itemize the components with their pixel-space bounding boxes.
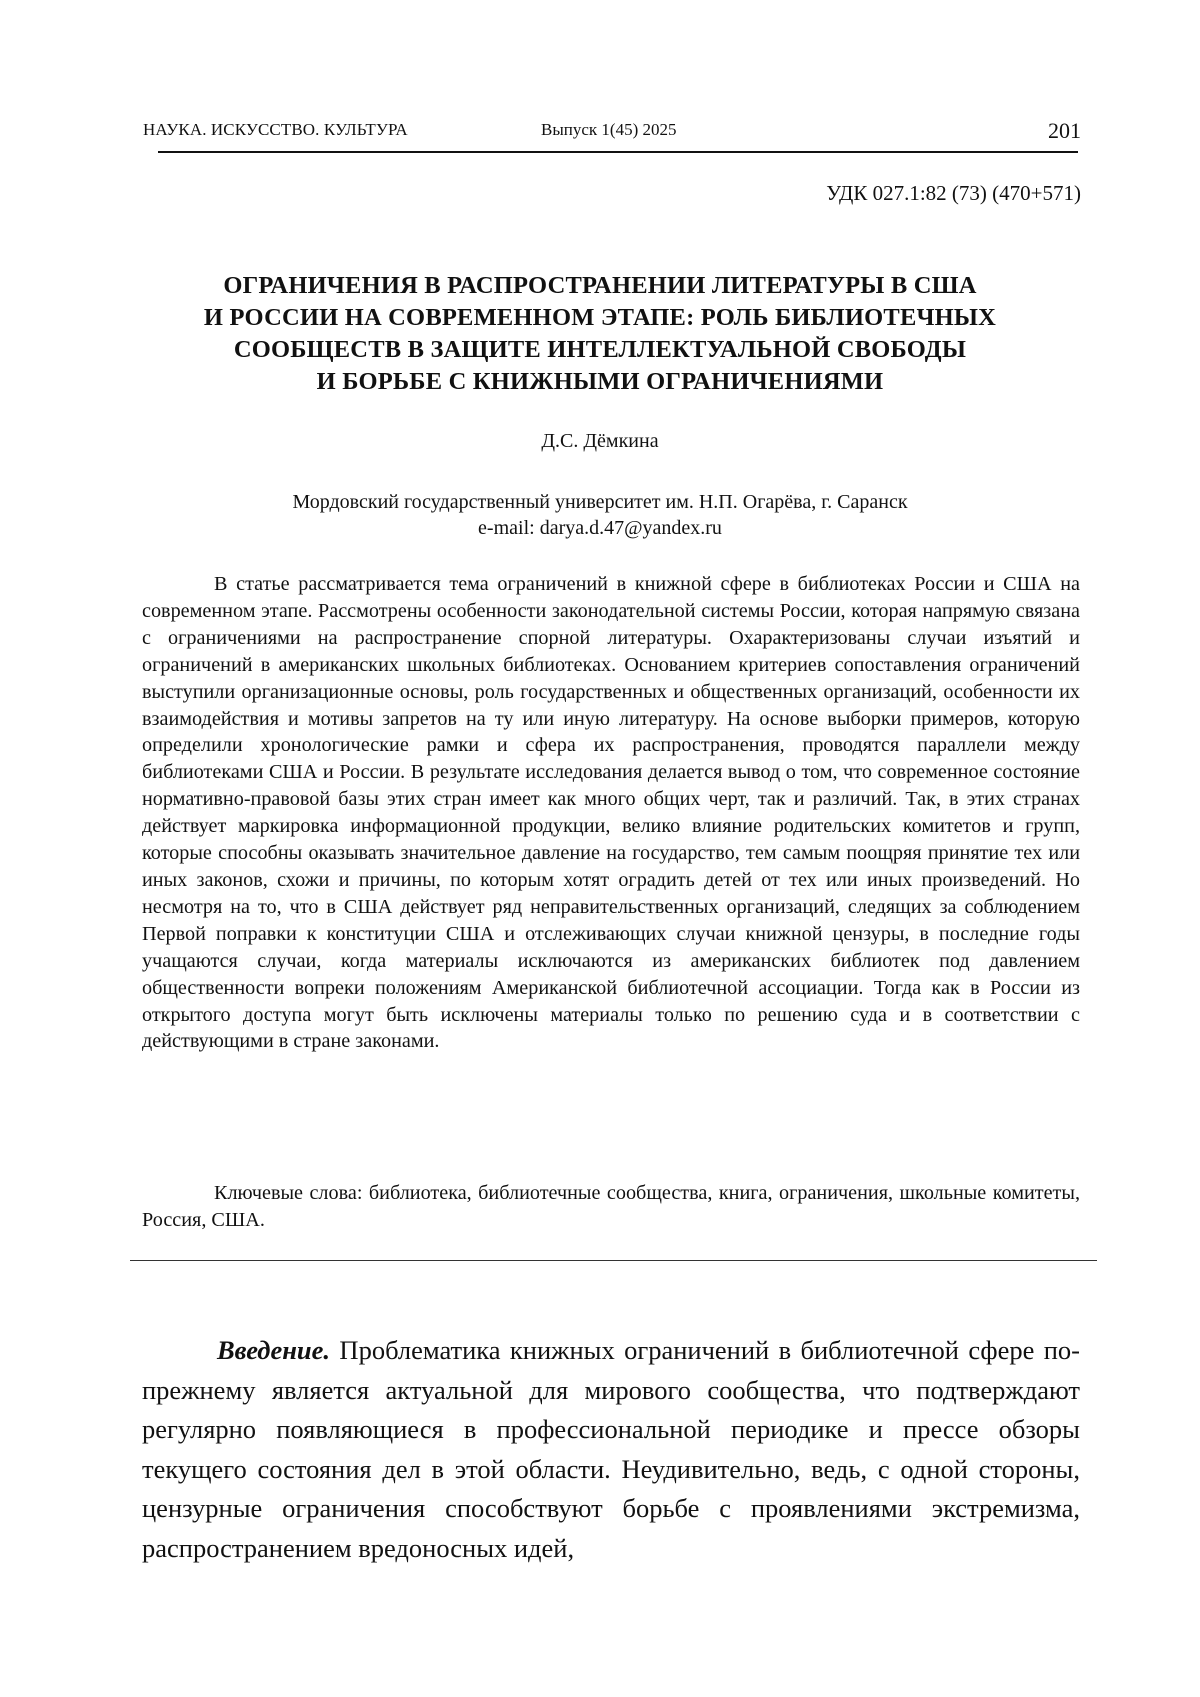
- introduction-text: Проблематика книжных ограничений в библиотечной сфере по-прежнему является актуальной для мирового сообщества, что подтверждают регулярно появляющиеся в профессиональной периодике и прессе обзоры текущего состояния дел в этой области. Неудивительно, ведь, с одной стороны, цензурные ограничения способствуют борьбе с проявлениями экстремизма, распространением вредоносных идей,: [142, 1335, 1080, 1563]
- affiliation-block: [0, 489, 1200, 541]
- udk-code: УДК 027.1:82 (73) (470+571): [826, 181, 1081, 205]
- page-number: 201: [1048, 118, 1081, 143]
- article-title: [130, 270, 1070, 398]
- introduction-heading: Введение.: [217, 1335, 331, 1365]
- abstract: В статье рассматривается тема ограничений в книжной сфере в библиотеках России и США на современном этапе. Рассмотрены особенности законодательной системы России, которая напрямую связана с ограничениями на распространение спорной литературы. Охарактеризованы случаи изъятий и ограничений в американских школьных библиотеках. Основанием критериев сопоставления ограничений выступили организационные основы, роль государственных и общественных организаций, особенности их взаимодействия и мотивы запретов на ту или иную литературу. На основе выборки примеров, которую определили хронологические рамки и сфера их распространения, проводятся параллели между библиотеками США и России. В результате исследования делается вывод о том, что современное состояние нормативно-правовой базы этих стран имеет как много общих черт, так и различий. Так, в этих странах действует маркировка информационной продукции, велико влияние родительских комитетов и групп, которые способны оказывать значительное давление на государство, тем самым поощряя принятие тех или иных законов, схожи и причины, по которым хотят оградить детей от тех или иных произведений. Но несмотря на то, что в США действует ряд неправительственных организаций, следящих за соблюдением Первой поправки к конституции США и отслеживающих случаи книжной цензуры, в последние годы учащаются случаи, когда материалы исключаются из американских библиотек под давлением общественности вопреки положениям Американской библиотечной ассоциации. Тогда как в России из открытого доступа могут быть исключены материалы только по решению суда и в соответствии с действующими в стране законами.: [142, 573, 1080, 1053]
- section-divider: [130, 1260, 1097, 1261]
- title-line: И БОРЬБЕ С КНИЖНЫМИ ОГРАНИЧЕНИЯМИ: [316, 368, 884, 395]
- header-divider: [158, 151, 1078, 153]
- keywords: Ключевые слова: библиотека, библиотечные сообщества, книга, ограничения, школьные комитеты, Россия, США.: [142, 1182, 1080, 1231]
- author-email: e-mail: darya.d.47@yandex.ru: [478, 517, 722, 539]
- introduction-paragraph: [142, 1331, 1080, 1568]
- issue-number: Выпуск 1(45) 2025: [541, 120, 677, 139]
- title-line: И РОССИИ НА СОВРЕМЕННОМ ЭТАПЕ: РОЛЬ БИБЛИОТЕЧНЫХ: [203, 304, 997, 331]
- journal-name: НАУКА. ИСКУССТВО. КУЛЬТУРА: [143, 120, 408, 139]
- affiliation: Мордовский государственный университет им. Н.П. Огарёва, г. Саранск: [292, 491, 908, 513]
- title-line: ОГРАНИЧЕНИЯ В РАСПРОСТРАНЕНИИ ЛИТЕРАТУРЫ В США: [223, 272, 977, 299]
- running-header: [143, 118, 1081, 158]
- title-line: СООБЩЕСТВ В ЗАЩИТЕ ИНТЕЛЛЕКТУАЛЬНОЙ СВОБОДЫ: [233, 336, 967, 363]
- author-name: Д.С. Дёмкина: [541, 430, 659, 452]
